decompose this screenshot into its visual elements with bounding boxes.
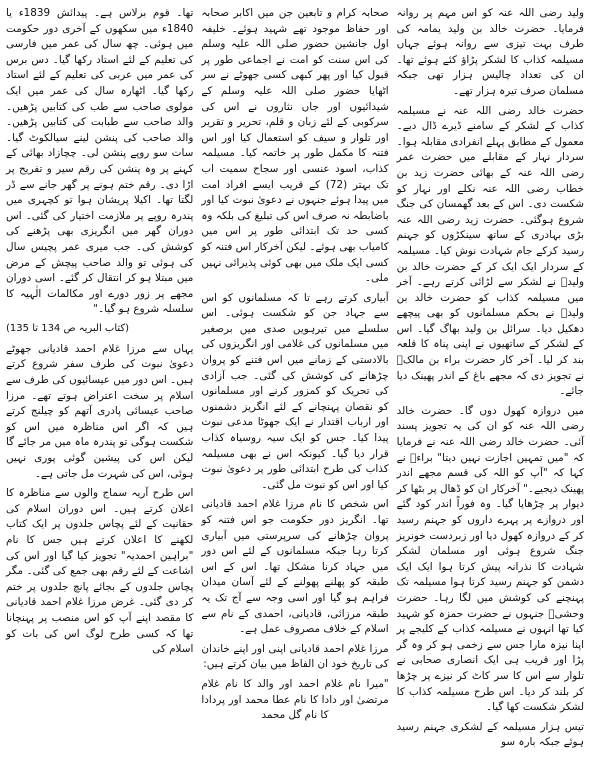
paragraph: حضرت خالد رضی اللہ عنہ نے مسیلمہ کذاب کے لشکر کے سامنے ڈیرے ڈال دیے۔ معمول کے مطابق پہلے انفرادی مقابلہ ہوا۔ سردار نہار کے مقابلے میں حضرت عمر رضی اللہ عنہ کے بھائی حضرت زید بن خطاب رضی اللہ عنہ نکلے اور نہار کو شکست دی۔ اس کے بعد گھمسان کی جنگ شروع ہوگئی۔ حضرت زید رضی اللہ عنہ بڑی بہادری کے ساتھ سینکڑوں کو جہنم رسید کرکے جام شہادت نوش کیا۔ مسیلمہ کے سردار ایک ایک کر کے حضرت خالد بن ولیدؓ نے لشکر سے لڑائی کرتے رہے۔ آخر میں مسیلمہ کذاب کو حضرت خالد بن ولیدؓ نے بحکم مسلمانوں کو بھی پیچھے دھکیل دیا۔ سرائل بن ولید بھاگ گیا۔ اس کے لشکر کے ساتھیوں نے اپنی پناہ کا قلعہ بند کر لیا۔ آخر کار حضرت براء بن مالکؓ نے تجویز دی کہ مجھے باغ کے اندر پھینک دیا جائے۔ (396, 104, 584, 398)
paragraph: اس طرح آریہ سماج والوں سے مناظرہ کا اعلان کرتے ہیں۔ اس دوران اسلام کی حقانیت کے لئے پچاس جلدوں پر ایک کتاب لکھنے کا اعلان کرتے ہیں جس کا نام "براہین احمدیہ" تجویز کیا گیا اور اس کی اشاعت کے لئے رقم بھی جمع کی گئی۔ مگر پچاس جلدوں کے بجائے پانچ جلدوں پر ختم کر دی گئی۔ غرض مرزا غلام احمد قادیانی کا مقصد اپنے آپ کو اس منصب پر پہنچانا تھا کہ کسی طرح لوگ اس کی بات کو اسلام کی (6, 487, 194, 656)
column-middle (201, 6, 388, 760)
column-right (397, 6, 584, 760)
paragraph: ولید رضی اللہ عنہ کو اس مہم پر روانہ فرمایا۔ حضرت خالد بن ولید یمامہ کی طرف بہت تیزی سے روانہ ہوئے جہاں مسیلمہ کذاب کا لشکر پڑاؤ کئے ہوئے تھا۔ ان کی تعداد چالیس ہزار تھی جبکہ مسلمان صرف تیرہ ہزار تھے۔ (396, 7, 584, 97)
citation: (کتاب البریہ ص 134 تا 135) (6, 322, 130, 334)
paragraph: اس شخص کا نام مرزا غلام احمد قادیانی تھا۔ انگریز دور حکومت جو اس فتنہ کو پروان چڑھانے کی سرپرستی میں آبیاری کرتا رہا جبکہ مسلمانوں کے لئے اس دور میں جہاد کرنا مشکل تھا۔ اس کے اس طبقہ کو پھلنے پھولنے کے لئے آسان میدان فراہم ہو گیا اور اسی وجہ سے آج تک یہ طبقہ مرزائی، قادیانی، احمدی کے نام سے اسلام کے خلاف مصروف عمل ہے۔ (201, 498, 389, 636)
paragraph: صحابہ کرام و تابعین جن میں اکابر صحابہ اور حفاظ موجود تھے شہید ہوئے۔ خلیفہ اول جانشین حضور صلی اللہ علیہ وسلم کی اس سنت کو امت نے اجماعی طور پر قبول کیا اور پھر کبھی کسی جھوٹے نے سر اٹھایا حضور صلی اللہ علیہ وسلم کے شیدائیوں اور جاں نثاروں نے اس کی سرکوبی کے لئے زبان و قلم، تحریر و تقریر اور تلوار و سیف کو استعمال کیا اور اس فتنہ کا مکمل طور پر خاتمہ کیا۔ مسیلمہ کذاب، اسود عنسی اور سجاح سمیت اب تک بہتر (72) کے قریب ایسے افراد امت میں پیدا ہوئے جنہوں نے دعویٰ نبوت کیا اور باضابطہ نہ صرف اس کی تبلیغ کی بلکہ وہ کسی حد تک ابتدائی طور پر اس میں کامیاب بھی ہوئے۔ لیکن آخرکار اس فتنہ کو کسی ایک ملک میں بھی کوئی پذیرائی نہیں ملی۔ (201, 7, 389, 285)
quote-paragraph: "میرا نام غلام احمد اور والد کا نام غلام مرتضیٰ اور دادا کا نام عطا محمد اور پردادا کا نام گل محمد (201, 677, 389, 722)
paragraph: میں دروازہ کھول دوں گا۔ حضرت خالد رضی اللہ عنہ کو ان کی یہ تجویز پسند آئی۔ حضرت خالد رضی اللہ عنہ نے فرمایا کہ "میں تمہیں اجازت نہیں دیتا" براءؓ نے کہا کہ "آپ کو اللہ کی قسم مجھے اندر پھینک دیجیے۔" آخرکار ان کو ڈھال پر بٹھا کر دیوار پر چڑھایا گیا۔ وہ فوراً اندر کود گئے اور دروازے پر پہرے داروں کو جہنم رسید کر کے دروازہ کھول دیا اور زبردست خونریز جنگ شروع ہوئی اور مسلمان لشکر شہادت کا نذرانہ پیش کرتا ہوا ایک ایک دشمن کو جہنم رسید کرتا ہوا مسیلمہ تک پہنچنے کی کوشش میں لگا رہا۔ حضرت وحشیؓ جنہوں نے حضرت حمزہ کو شہید کیا تھا انہوں نے مسیلمہ کذاب کے کلیجے پر اپنا نیزہ مارا جس سے زخمی ہو کر وہ گر پڑا اور قریب ہی ایک انصاری صحابی نے تلوار سے اس کا سر کاٹ کر نیزے پر چڑھا کر بلند کر دیا۔ اس طرح مسیلمہ کذاب کا لشکر شکست کھا گیا۔ (396, 404, 584, 714)
paragraph: تیس ہزار مسیلمہ کے لشکری جہنم رسید ہوئے جبکہ بارہ سو (396, 720, 584, 749)
paragraph: یہاں سے مرزا غلام احمد قادیانی جھوٹے دعویٰ نبوت کی طرف سفر شروع کرتے ہیں۔ اس دور میں عیسائیوں کی طرف سے اسلام پر سخت اعتراض ہوتے تھے۔ مرزا صاحب عیسائی پادری آتھم کو چیلنج کرتے ہیں کہ اگر اس مناظرہ میں اس کو شکست ہوگی تو پندرہ ماہ میں مر جائے گا لیکن اس کی پیشین گوئی پوری نہیں ہوئی، اس کی شہرت مل جاتی ہے۔ (6, 342, 194, 480)
paragraph: آبیاری کرتے رہے تا کہ مسلمانوں کو اس سے جہاد جن کو شکست ہوئی۔ اس سلسلے میں تیرہویں صدی میں برصغیر میں مسلمانوں کی غلامی اور انگریزوں کی بالادستی کے زمانے میں اس فتنے کو پروان چڑھانے کی کوشش کی گئی۔ جب آزادی کی تحریک کو کمزور کرنے اور مسلمانوں کو نقصان پہنچانے کے لئے انگریز دشمنوں اور ارباب اقتدار نے ایک جھوٹا مدعی نبوت پیدا کیا۔ جس کو ایک سیہ روسیاہ کذاب قرار دیا گیا۔ کیونکہ اس نے بھی مسیلمہ کذاب کی طرح ابتدائی طور پر دعویٰ نبوت کیا اور اس کو نبوت مل گئی۔ (201, 291, 389, 491)
paragraph: مرزا غلام احمد قادیانی اپنی اور اپنے خاندان کی تاریخ خود ان الفاظ میں بیان کرتے ہیں: (201, 642, 389, 671)
column-left (6, 6, 193, 760)
newspaper-page (6, 6, 584, 760)
paragraph: تھا۔ قوم برلاس ہے۔ پیدائش 1839ء یا 1840ء میں سکھوں کے آخری دور حکومت میں ہوئی۔ چھ سال کی عمر میں فارسی کی تعلیم کے لئے استاد رکھا گیا۔ دس برس کی عمر میں عربی کی تعلیم کے لئے استاد رکھا گیا۔ اٹھارہ سال کی عمر میں ایک مولوی صاحب سے طب کی کتابیں پڑھیں۔ والد صاحب سے طبابت کی کتابیں پڑھیں۔ والد صاحب کی پنشن لینے سیالکوٹ گیا۔ سات سو روپے پنشن لی۔ چچازاد بھائی کے کہنے پر وہ پنشن کی رقم سیر و تفریح پر اڑا دی۔ رقم ختم ہونے پر گھر جانے سے ڈر لگتا تھا۔ اکیلا پریشان ہوا تو کچہری میں پندرہ روپے پر ملازمت اختیار کی گئی۔ اس دوران گھر میں انگریزی بھی پڑھنے کی کوشش کی۔ جب میری عمر پچیس سال کی ہوئی تو والد صاحب پیچش کے مرض میں مبتلا ہو کر انتقال کر گئے۔ اسی دوران مجھے پر زور دورے اور مکالمات الٰہیہ کا سلسلہ شروع ہو گیا۔" (6, 7, 194, 316)
